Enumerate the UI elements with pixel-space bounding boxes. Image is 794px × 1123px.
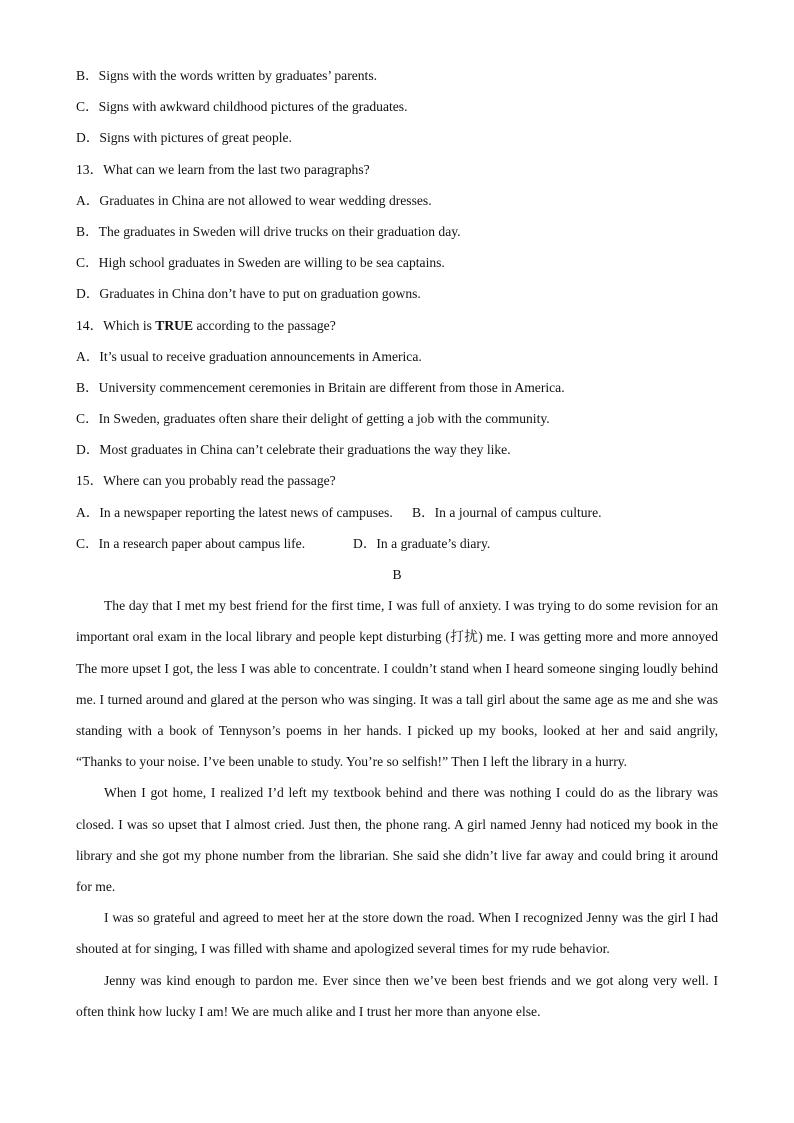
q13-option-d: D．Graduates in China don’t have to put on graduation gowns.: [76, 286, 421, 302]
q14-stem: [76, 310, 718, 341]
passage-paragraph-2: When I got home, I realized I’d left my textbook behind and there was nothing I could do as the library was closed. I was so upset that I almost cried. Just then, the phone rang. A girl named Jenny had noticed my book in the library and she got my phone number from the librarian. She said she didn’t live far away and could bring it around for me.: [76, 785, 718, 895]
q15-options-row-1: [76, 497, 718, 528]
q15-option-a: A．In a newspaper reporting the latest news of campuses.: [76, 504, 393, 520]
q13-option-a: A．Graduates in China are not allowed to wear wedding dresses.: [76, 192, 432, 208]
q13-option-c: C．High school graduates in Sweden are willing to be sea captains.: [76, 255, 445, 271]
section-b-label: B: [392, 567, 402, 582]
q13-option-b: B．The graduates in Sweden will drive trucks on their graduation day.: [76, 223, 461, 239]
q15-option-c: C．In a research paper about campus life.: [76, 535, 306, 551]
q14-option-c: C．In Sweden, graduates often share their delight of getting a job with the community.: [76, 411, 550, 427]
q14-option-a: A．It’s usual to receive graduation announcements in America.: [76, 348, 422, 364]
q13-stem: 13．What can we learn from the last two paragraphs?: [76, 161, 370, 177]
q12-option-c: C．Signs with awkward childhood pictures of the graduates.: [76, 99, 408, 115]
q15-options-row-2: [76, 528, 718, 559]
q14-option-d: D．Most graduates in China can’t celebrate their graduations the way they like.: [76, 442, 511, 458]
q14-stem-bold: TRUE: [155, 317, 194, 333]
passage-paragraph-4: Jenny was kind enough to pardon me. Ever since then we’ve been best friends and we got along very well. I often think how lucky I am! We are much alike and I trust her more than anyone else.: [76, 972, 718, 1019]
q15-stem: 15．Where can you probably read the passage?: [76, 473, 336, 489]
q15-option-d: D．In a graduate’s diary.: [353, 535, 491, 551]
q14-option-b: B．University commencement ceremonies in Britain are different from those in America.: [76, 379, 565, 395]
q14-stem-after: according to the passage?: [193, 317, 336, 333]
q12-option-b: B．Signs with the words written by graduates’ parents.: [76, 68, 378, 83]
passage-paragraph-1: The day that I met my best friend for the first time, I was full of anxiety. I was trying to do some revision for an important oral exam in the local library and people kept disturbing (打扰) me. I was getting more and more annoyed The more upset I got, the less I was able to concentrate. I couldn’t stand when I heard someone singing loudly behind me. I turned around and glared at the person who was singing. It was a tall girl about the same age as me and she was standing with a book of Tennyson’s poems in her hands. I picked up my books, looked at her and said angrily, “Thanks to your noise. I’ve been unable to study. You’re so selfish!” Then I left the library in a hurry.: [76, 598, 718, 770]
q14-stem-before: 14．Which is: [76, 317, 156, 333]
q12-option-d: D．Signs with pictures of great people.: [76, 130, 292, 146]
q15-option-b: B．In a journal of campus culture.: [412, 504, 602, 520]
passage-paragraph-3: I was so grateful and agreed to meet her at the store down the road. When I recognized Jenny was the girl I had shouted at for singing, I was filled with shame and apologized several times for my rude behavior.: [76, 910, 718, 957]
